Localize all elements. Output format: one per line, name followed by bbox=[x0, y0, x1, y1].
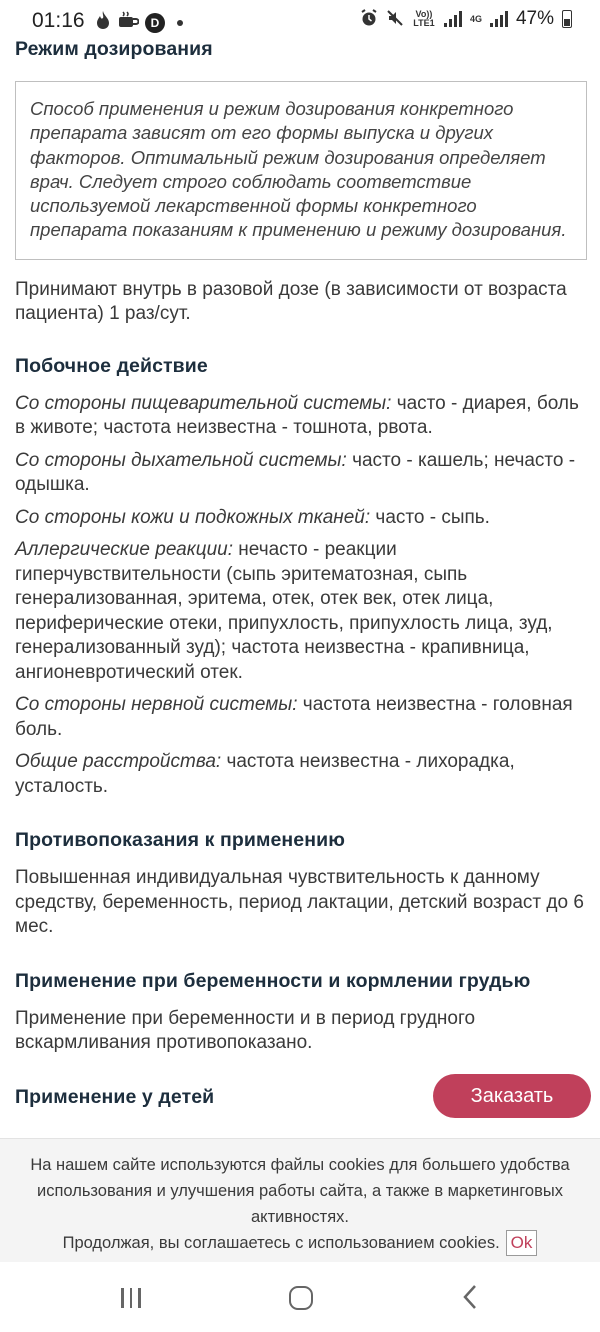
status-time: 01:16 bbox=[32, 9, 85, 32]
side-effect-label: Общие расстройства: bbox=[15, 751, 222, 773]
signal-icon-2 bbox=[490, 11, 508, 27]
side-effect-item bbox=[15, 392, 587, 441]
pregnancy-text: Применение при беременности и в период грудного вскармливания противопоказано. bbox=[15, 1007, 476, 1054]
system-icons bbox=[360, 8, 572, 30]
side-effect-text: нечасто - реакции гиперчувствительности (сыпь эритематозная, сыпь генерализованная, эритема, отек, отек век, отек лица, периферические отеки, припухлость, припухлость лица, зуд, генерализованный зуд); частота неизвестна - крапивница, ангионевротический отек. bbox=[15, 539, 553, 683]
order-button[interactable]: Заказать bbox=[433, 1074, 591, 1118]
navigation-bar bbox=[0, 1262, 600, 1332]
side-effect-item bbox=[15, 750, 587, 799]
cookie-banner bbox=[0, 1138, 600, 1262]
side-effect-label: Со стороны кожи и подкожных тканей: bbox=[15, 506, 371, 528]
alarm-icon bbox=[360, 9, 378, 30]
section-title-contraindications: Противопоказания к применению bbox=[15, 829, 345, 852]
side-effect-item bbox=[15, 538, 587, 685]
side-effect-text: часто - кашель; нечасто - одышка. bbox=[15, 449, 576, 496]
side-effects-list bbox=[15, 392, 587, 800]
side-effect-label: Со стороны дыхательной системы: bbox=[15, 449, 347, 471]
section-title-children: Применение у детей bbox=[15, 1085, 215, 1108]
side-effect-label: Аллергические реакции: bbox=[15, 539, 233, 561]
cookie-ok-button[interactable]: Ok bbox=[506, 1230, 538, 1256]
section-title-side-effects: Побочное действие bbox=[15, 354, 208, 377]
cup-icon bbox=[117, 10, 139, 35]
network-type: 4G bbox=[469, 13, 482, 24]
back-icon[interactable] bbox=[462, 1284, 478, 1315]
battery-percent: 47% bbox=[515, 8, 554, 29]
article-content bbox=[15, 38, 587, 1109]
app-d-icon: D bbox=[145, 13, 165, 33]
battery-icon bbox=[562, 10, 572, 28]
dosage-note-text: Способ применения и режим дозирования конкретного препарата зависят от его формы выпуска и других факторов. Оптимальный режим дозирования определяет врач. Следует строго соблюдать соответствие используемой лекарственной формы конкретного препарата показаниям к применению и режиму дозирования. bbox=[30, 98, 567, 241]
notification-icons bbox=[95, 10, 183, 35]
section-title-pregnancy: Применение при беременности и кормлении грудью bbox=[15, 969, 531, 992]
cookie-consent-row bbox=[0, 1230, 600, 1256]
side-effect-label: Со стороны нервной системы: bbox=[15, 694, 298, 716]
more-notifications-icon bbox=[177, 20, 183, 26]
volte-icon: Vo)) LTE1 bbox=[413, 9, 435, 28]
cookie-text: На нашем сайте используются файлы cookies для большего удобства использования и улучшения работы сайта, а также в маркетинговых активностях. bbox=[30, 1156, 570, 1226]
side-effect-text: частота неизвестна - лихорадка, усталость. bbox=[15, 751, 515, 797]
side-effect-text: часто - диарея, боль в животе; частота неизвестна - тошнота, рвота. bbox=[15, 392, 579, 439]
side-effect-label: Со стороны пищеварительной системы: bbox=[15, 392, 392, 414]
dosage-text: Принимают внутрь в разовой дозе (в зависимости от возраста пациента) 1 раз/сут. bbox=[15, 278, 567, 325]
signal-icon bbox=[444, 11, 462, 27]
side-effect-text: часто - сыпь. bbox=[370, 506, 490, 528]
side-effect-item bbox=[15, 506, 587, 531]
flame-icon bbox=[95, 10, 111, 35]
recent-apps-icon[interactable] bbox=[121, 1288, 141, 1308]
contraindications-text: Повышенная индивидуальная чувствительность к данному средству, беременность, период лактации, детский возраст до 6 мес. bbox=[15, 867, 584, 938]
cookie-consent-text: Продолжая, вы соглашаетесь с использованием cookies. bbox=[62, 1233, 500, 1252]
mute-icon bbox=[386, 9, 404, 30]
side-effect-item bbox=[15, 693, 587, 742]
side-effect-text: частота неизвестна - головная боль. bbox=[15, 694, 573, 740]
side-effect-item bbox=[15, 449, 587, 498]
status-bar bbox=[0, 0, 600, 42]
home-icon[interactable] bbox=[289, 1286, 313, 1310]
dosage-note-box bbox=[15, 81, 587, 260]
section-title-dosage: Режим дозирования bbox=[15, 38, 213, 60]
